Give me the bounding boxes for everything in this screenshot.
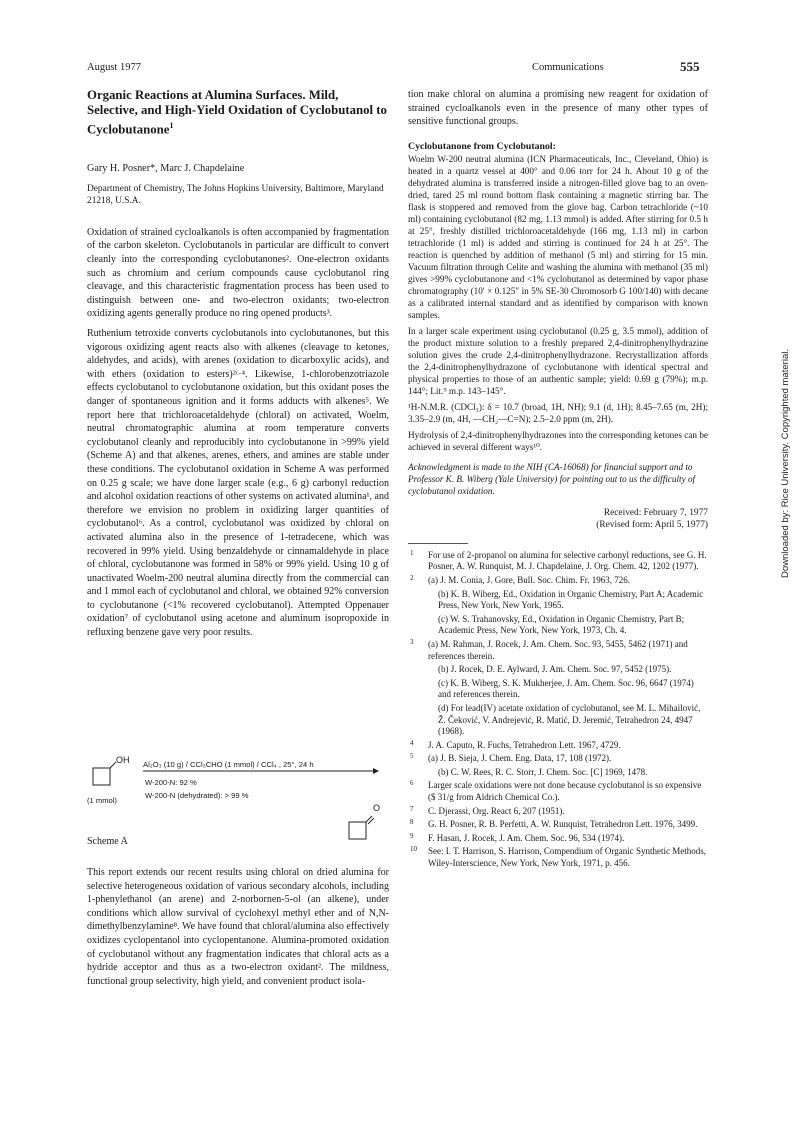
reference-item xyxy=(408,639,708,662)
reference-number: 5 xyxy=(410,752,414,761)
reactant-amount: (1 mmol) xyxy=(87,796,117,805)
reference-item xyxy=(408,767,708,779)
experimental-paragraph: In a larger scale experiment using cyclobutanol (0.25 g, 3.5 mmol), addition of the product mixture solution to a freshly prepared 2,4-dinitrophenylhydrazine solution gives the crude 2,4-dinitrophenylhydrazone. Recrystallization affords the 2,4-dinitrophenylhydrazone of cyclobutanone with identical spectral and physical properties to those of an authentic sample; yield: 0.69 g (79%); m.p. 144°; Lit.⁹ m.p. 143–145°. xyxy=(408,325,708,396)
received-date: Received: February 7, 1977 xyxy=(603,507,708,518)
reference-number: 3 xyxy=(410,637,414,646)
reference-text: (a) J. M. Conia, J. Gore, Bull. Soc. Chim. Fr. 1963, 726. xyxy=(428,574,630,585)
reference-item xyxy=(408,833,708,845)
reference-text: (d) For lead(IV) acetate oxidation of cyclobutanol, see M. L. Mihailović, Ž. Čeković, V. Andrejević, R. Matić, D. Jeremić, Tetrahedron 24, 4947 (1968). xyxy=(438,702,701,737)
reference-number: 7 xyxy=(410,804,414,813)
article-title xyxy=(87,88,389,137)
paragraph: This report extends our recent results using chloral on dried alumina for selective heterogeneous oxidation of various secondary alcohols, including 1-phenylethanol (an arene) and 2-norbornen-5-ol (an alkene), under conditions which allow survival of cyclohexyl methyl ether and of N,N-dimethylbenzylamine⁸. We have found that chloral/alumina also effectively oxidizes cyclopentanol into cyclopentanone. Alumina-promoted oxidation of cyclobutanol without any fragmentation indicates that chloral acts as a hydride acceptor and thus as a two-electron oxidant². The mildness, functional group selectivity, high yield, and convenient product isola- xyxy=(87,867,389,987)
acknowledgment: Acknowledgment is made to the NIH (CA-16068) for financial support and to Professor K. B. Wiberg (Yale University) for pointing out to us the difficulty of cyclobutanol oxidation. xyxy=(408,461,696,496)
reference-number: 6 xyxy=(410,779,414,788)
reference-text: J. A. Caputo, R. Fuchs, Tetrahedron Lett. 1967, 4729. xyxy=(428,739,621,750)
product-o: O xyxy=(373,803,381,813)
reference-text: C. Djerassi, Org. React 6, 207 (1951). xyxy=(428,805,565,816)
left-column xyxy=(87,88,389,646)
reference-item xyxy=(408,806,708,818)
reactant-oh: OH xyxy=(116,755,130,765)
reference-text: (a) M. Rahman, J. Rocek, J. Am. Chem. Soc. 93, 5455, 5462 (1971) and references therein. xyxy=(428,638,688,661)
download-notice: Downloaded by: Rice University. Copyrighted material. xyxy=(780,349,791,578)
experimental-section xyxy=(408,141,708,453)
reference-item xyxy=(408,740,708,752)
references-list xyxy=(408,550,708,870)
reference-item xyxy=(408,678,708,701)
cyclobutanone-ring xyxy=(349,822,366,839)
reaction-conditions: Al₂O₃ (10 g) / CCl₃CHO (1 mmol) / CCl₄ , 25°, 24 h xyxy=(143,760,314,769)
revised-date: (Revised form: April 5, 1977) xyxy=(596,519,708,530)
reference-item xyxy=(408,589,708,612)
reference-text: Larger scale oxidations were not done because cyclobutanol is so expensive ($ 31/g from Aldrich Chemical Co.). xyxy=(428,780,702,803)
scheme-a xyxy=(87,755,392,852)
title-footnote-ref: 1 xyxy=(169,121,174,130)
reference-item xyxy=(408,753,708,765)
title-text: Organic Reactions at Alumina Surfaces. Mild, Selective, and High-Yield Oxidation of Cyclobutanol to Cyclobutanone xyxy=(87,88,387,137)
reference-text: (b) K. B. Wiberg, Ed., Oxidation in Organic Chemistry, Part A; Academic Press, New York, New York, 1965. xyxy=(438,588,704,611)
reference-item xyxy=(408,846,708,869)
reference-item xyxy=(408,550,708,573)
paragraph: Ruthenium tetroxide converts cyclobutanols into cyclobutanones, but this vigorous oxidizing agent reacts also with alkenes (cleavage to ketones, aldehydes, and acids), with arenes (oxidation to dicarboxylic acids), and with ethers (oxidation to esters)²ᶜ·⁴. Likewise, 1-chlorobenzotriazole effects cyclobutanol to cyclobutanone oxidation, but this oxidant poses the danger of spontaneous ignition and it forms adducts with alkenes⁵. We report here that trichloroacetaldehyde (chloral) on activated, Woelm, neutral chromatographic alumina at room temperature converts cyclobutanol cleanly and reproducibly into cyclobutanone in >99% yield (Scheme A) and that alkenes, arenes, ethers, and amines are stable under these conditions. The cyclobutanol oxidation in Scheme A was performed on 0.25 g scale; we have done larger scale (e.g., 6 g) carbonyl reduction and alcohol oxidation reactions of other systems on activated alumina¹, and therefore we envision no problem in oxidizing larger quantities of cyclobutanol⁶. As a control, cyclobutanol was oxidized by chloral on activated alumina also in the presence of 1-tetradecene, which was recovered in 99% yield. Using benzaldehyde or cinnamaldehyde in place of chloral, cyclobutanone was formed in 58% or 99% yield. Using 10 g of unactivated Woelm-200 neutral alumina directly from the commercial can and 1 mmol each of cyclobutanol and chloral, we obtained 92% conversion to cyclobutanone (<1% recovered cyclobutanol). Attempted Oppenauer oxidation⁷ of cyclobutanol using acetone and aluminum isopropoxide in refluxing benzene gave very poor results. xyxy=(87,328,389,639)
reference-number: 1 xyxy=(410,548,414,557)
reference-item xyxy=(408,575,708,587)
reference-number: 9 xyxy=(410,831,414,840)
reference-number: 2 xyxy=(410,573,414,582)
result-1: W-200-N: 92 % xyxy=(145,778,197,787)
reference-text: See: I. T. Harrison, S. Harrison, Compendium of Organic Synthetic Methods, Wiley-Interscience, New York, New York, 1971, p. 456. xyxy=(428,846,706,869)
reference-item xyxy=(408,703,708,738)
reference-number: 8 xyxy=(410,818,414,827)
reference-item xyxy=(408,819,708,831)
reference-item xyxy=(408,614,708,637)
cyclobutanol-ring xyxy=(93,768,110,785)
reference-text: G. H. Posner, R. B. Perfetti, A. W. Runquist, Tetrahedron Lett. 1976, 3499. xyxy=(428,819,698,830)
reference-item xyxy=(408,780,708,803)
article-body xyxy=(87,226,389,640)
reference-number: 4 xyxy=(410,738,414,747)
affiliation: Department of Chemistry, The Johns Hopkins University, Baltimore, Maryland 21218, U.S.A. xyxy=(87,184,384,207)
page-number: 555 xyxy=(680,59,700,74)
reference-text: For use of 2-propanol on alumina for selective carbonyl reductions, see G. H. Posner, A. W. Runquist, M. J. Chapdelaine, J. Org. Chem. 42, 1202 (1977). xyxy=(428,549,707,572)
authors: Gary H. Posner*, Marc J. Chapdelaine xyxy=(87,163,245,175)
header-date: August 1977 xyxy=(87,62,141,73)
reference-text: (b) J. Rocek, D. E. Aylward, J. Am. Chem. Soc. 97, 5452 (1975). xyxy=(438,664,672,675)
experimental-paragraph: Hydrolysis of 2,4-dinitrophenylhydrazones into the corresponding ketones can be achieved in several different ways¹⁰. xyxy=(408,429,708,452)
reference-text: (a) J. B. Sieja, J. Chem. Eng. Data, 17, 108 (1972). xyxy=(428,753,612,764)
reference-number: 10 xyxy=(410,845,417,854)
nmr-data: ¹H-N.M.R. (CDCl₃): δ = 10.7 (broad, 1H, NH); 9.1 (d, 1H); 8.45–7.65 (m, 2H); 3.35–2.9 (m, 4H, —CH₂—C=N); 2.5–2.0 ppm (m, 2H). xyxy=(408,401,708,424)
arrow-head xyxy=(373,768,379,774)
article-body-continued xyxy=(87,866,389,994)
reference-text: (b) C. W. Rees, R. C. Storr, J. Chem. Soc. [C] 1969, 1478. xyxy=(438,766,648,777)
reference-item xyxy=(408,664,708,676)
scheme-label: Scheme A xyxy=(87,836,128,847)
reference-text: F. Hasan, J. Rocek, J. Am. Chem. Soc. 96, 534 (1974). xyxy=(428,832,625,843)
header-section: Communications xyxy=(532,62,604,73)
paragraph: Oxidation of strained cycloalkanols is often accompanied by fragmentation of the carbon skeleton. Cyclobutanols in particular are difficult to convert cleanly into the corresponding cyclobutanones². One-electron oxidants such as chromium and cerium compounds cause cyclobutanol ring cleavage, and this characteristic fragmentation process has been used to distinguish between one- and two-electron oxidants; two-electron oxidizing agents generally produce no ring opened products³. xyxy=(87,226,389,320)
experimental-paragraph: Woelm W-200 neutral alumina (ICN Pharmaceuticals, Inc., Cleveland, Ohio) is heated in a quartz vessel at 400° and 0.06 torr for 24 h. About 10 g of the dehydrated alumina is transferred inside a nitrogen-filled glove bag to an oven-dried, tared 25 ml round bottom flask containing a magnetic stirring bar. The flask is stoppered and removed from the glove bag. Carbon tetrachloride (~10 ml) containing cyclobutanol (82 mg, 1.13 mmol) is added. After stirring for 0.5 h at 25°, freshly distilled trichloroacetaldehyde (166 mg, 1.13 ml) in carbon tetrachloride (1 ml) is added and stirring is continued for 24 h at 25°. The reaction is quenched by addition of methanol (5 ml) and stirring for 15 min. Vacuum filtration through Celite and washing the alumina with methanol (35 ml) gives >99% cyclobutanone and <1% cyclobutanol as determined by vapor phase chromatography (10′ × 0.125″ in 5% SE-30 Chromosorb G 100/140) with decane as a calibrated internal standard and as identified by comparison with known samples. xyxy=(408,153,708,320)
reference-text: (c) K. B. Wiberg, S. K. Mukherjee, J. Am. Chem. Soc. 96, 6647 (1974) and references therein. xyxy=(438,677,694,700)
references-divider xyxy=(408,543,468,544)
col2-intro: tion make chloral on alumina a promising new reagent for oxidation of strained cycloalkanols even in the presence of many other types of sensitive functional groups. xyxy=(408,89,708,128)
result-2: W-200-N (dehydrated): > 99 % xyxy=(145,791,249,800)
right-column xyxy=(408,88,708,872)
scheme-a-drawing xyxy=(87,760,392,852)
experimental-heading: Cyclobutanone from Cyclobutanol: xyxy=(408,140,556,152)
reference-text: (c) W. S. Trahanovsky, Ed., Oxidation in Organic Chemistry, Part B; Academic Press, New York, New York, 1973, Ch. 4. xyxy=(438,613,685,636)
